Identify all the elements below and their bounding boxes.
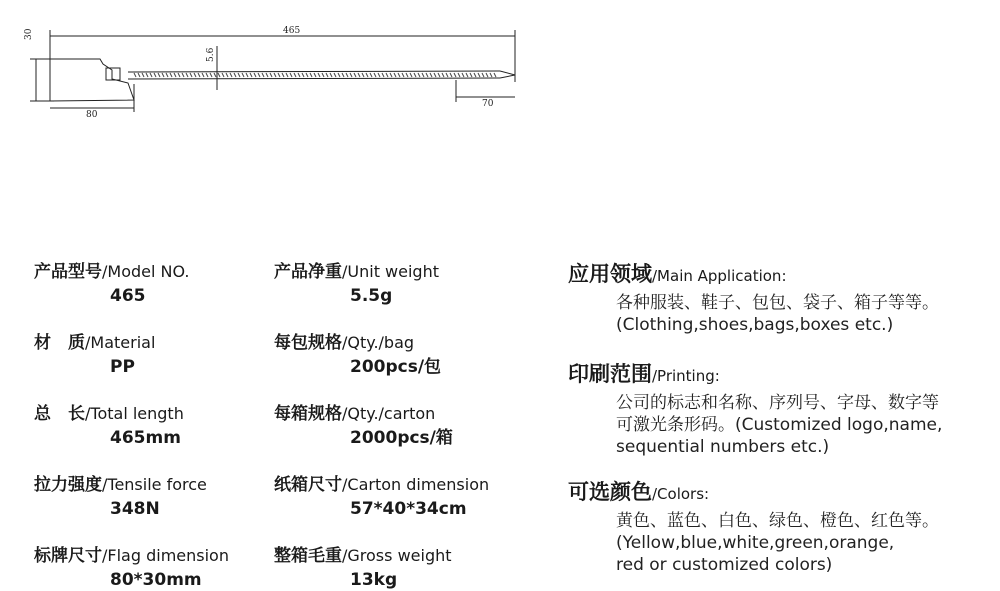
section-title-en: /Colors: — [652, 485, 710, 503]
strap-teeth — [134, 73, 496, 77]
spec-gross-weight — [274, 546, 524, 591]
spec-label-en: /Material — [85, 333, 156, 352]
main-application-section — [568, 262, 988, 336]
strap-width-label: 5.6 — [206, 47, 216, 62]
spec-value: 2000pcs/箱 — [350, 428, 453, 448]
spec-label-cn: 总 长 — [34, 404, 85, 424]
section-line: 公司的标志和名称、序列号、字母、数字等 — [616, 393, 939, 413]
flag-outline — [50, 59, 134, 101]
spec-value: 348N — [110, 499, 160, 519]
section-line: (Yellow,blue,white,green,orange, — [616, 533, 895, 553]
product-technical-drawing — [0, 0, 1000, 130]
section-line: sequential numbers etc.) — [616, 437, 830, 457]
section-title-en: /Main Application: — [652, 267, 787, 285]
spec-label-cn: 材 质 — [34, 333, 85, 353]
spec-material — [34, 333, 284, 378]
spec-value: 13kg — [350, 570, 398, 590]
spec-label-cn: 每箱规格 — [274, 404, 342, 424]
total-length-label: 465 — [283, 26, 301, 36]
printing-section — [568, 362, 988, 458]
ratchet-head — [106, 68, 120, 80]
tail-length-label: 70 — [482, 99, 494, 109]
section-title-cn: 可选颜色 — [568, 480, 652, 504]
spec-label-en: /Total length — [85, 404, 184, 423]
spec-label-en: /Qty./carton — [342, 404, 436, 423]
spec-label-en: /Flag dimension — [102, 546, 229, 565]
colors-section — [568, 480, 988, 576]
spec-tensile-force — [34, 475, 284, 520]
section-title-cn: 印刷范围 — [568, 362, 652, 386]
spec-label-cn: 产品型号 — [34, 262, 102, 282]
spec-label-en: /Model NO. — [102, 262, 190, 281]
strap-line — [128, 71, 500, 72]
spec-label-cn: 整箱毛重 — [274, 546, 342, 566]
spec-carton-dimension — [274, 475, 524, 520]
section-line: 黄色、蓝色、白色、绿色、橙色、红色等。 — [616, 511, 939, 531]
spec-value: 200pcs/包 — [350, 357, 442, 377]
spec-label-cn: 每包规格 — [274, 333, 342, 353]
spec-total-length — [34, 404, 284, 449]
spec-label-en: /Qty./bag — [342, 333, 415, 352]
spec-value: 57*40*34cm — [350, 499, 467, 519]
section-line: 各种服装、鞋子、包包、袋子、箱子等等。 — [616, 293, 939, 313]
spec-label-en: /Gross weight — [342, 546, 452, 565]
section-title-en: /Printing: — [652, 367, 720, 385]
spec-label-cn: 标牌尺寸 — [34, 546, 102, 566]
section-line: 可激光条形码。(Customized logo,name, — [616, 415, 943, 435]
spec-value: 465mm — [110, 428, 181, 448]
spec-value: 5.5g — [350, 286, 393, 306]
spec-flag-dimension — [34, 546, 284, 591]
spec-qty-carton — [274, 404, 524, 449]
spec-value: 465 — [110, 286, 146, 306]
spec-label-en: /Tensile force — [102, 475, 207, 494]
spec-value: 80*30mm — [110, 570, 202, 590]
flag-height-label: 30 — [24, 28, 34, 40]
spec-model-no — [34, 262, 284, 307]
section-line: red or customized colors) — [616, 555, 833, 575]
spec-qty-bag — [274, 333, 524, 378]
spec-value: PP — [110, 357, 135, 377]
spec-label-cn: 拉力强度 — [34, 475, 102, 495]
flag-length-label: 80 — [86, 110, 98, 120]
section-title-cn: 应用领域 — [568, 262, 652, 286]
spec-label-en: /Unit weight — [342, 262, 439, 281]
section-line: (Clothing,shoes,bags,boxes etc.) — [616, 315, 894, 335]
spec-label-en: /Carton dimension — [342, 475, 490, 494]
spec-label-cn: 产品净重 — [274, 262, 342, 282]
spec-label-cn: 纸箱尺寸 — [274, 475, 342, 495]
spec-unit-weight — [274, 262, 524, 307]
